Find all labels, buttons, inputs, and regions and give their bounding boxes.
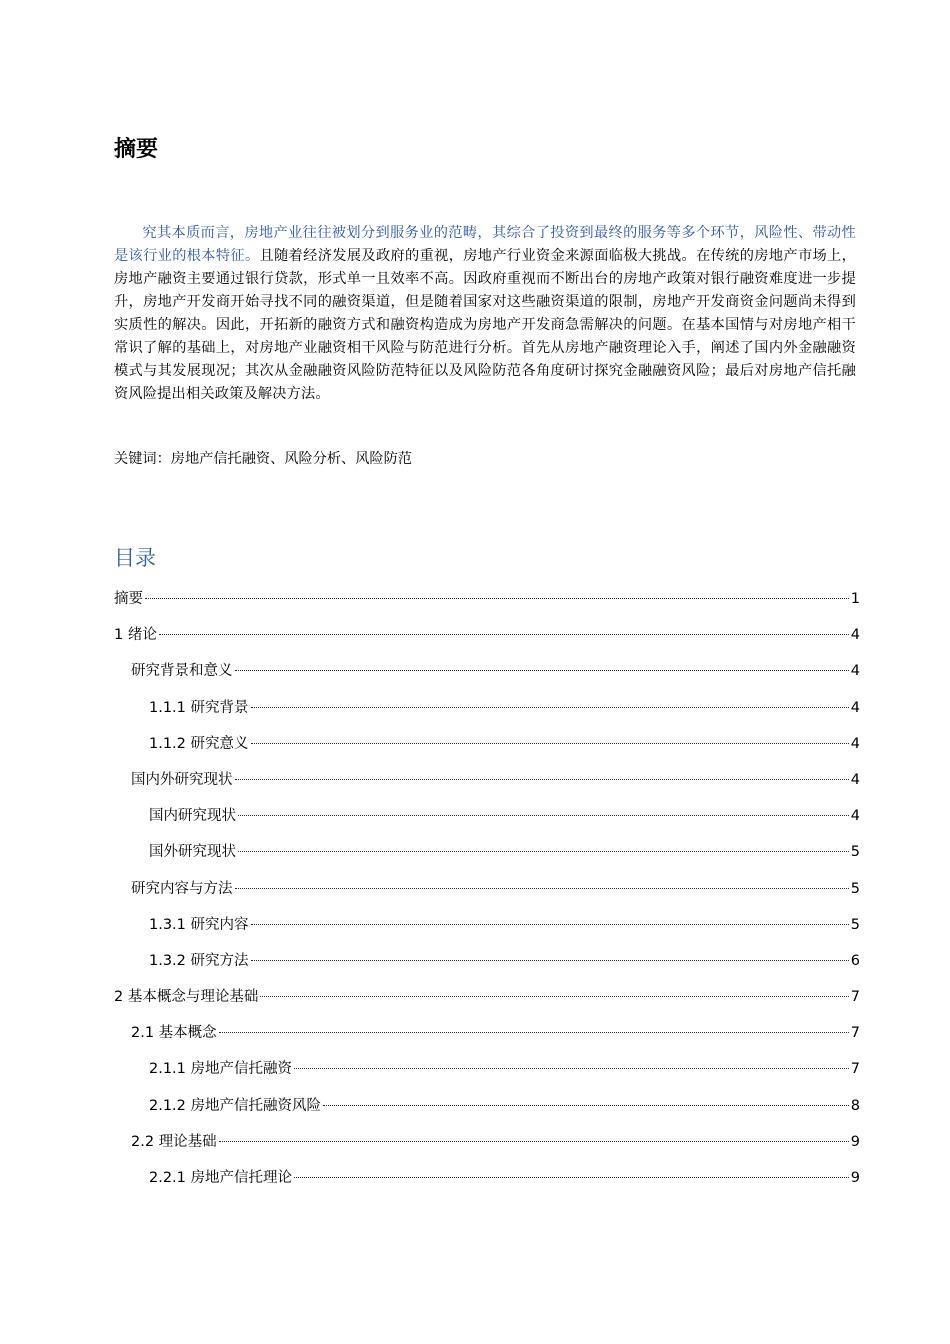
- toc-dot-leader: [251, 959, 849, 961]
- toc-entry[interactable]: [114, 586, 860, 622]
- toc-page-number: 9: [850, 1170, 860, 1186]
- toc-entry-title: 研究内容与方法: [131, 880, 233, 897]
- abstract-paragraph: [114, 222, 856, 406]
- toc-entry-title: 2.1.1 房地产信托融资: [149, 1061, 293, 1078]
- toc-entry[interactable]: [114, 1056, 860, 1092]
- toc-page-number: 7: [850, 1061, 860, 1078]
- toc-dot-leader: [145, 597, 849, 599]
- toc-entry-title: 1.1.1 研究背景: [149, 699, 249, 716]
- toc-dot-leader: [159, 633, 849, 635]
- toc-entry[interactable]: [114, 1165, 860, 1201]
- toc-page-number: 6: [850, 952, 860, 969]
- toc-entry[interactable]: [114, 658, 860, 694]
- toc-heading: 目录: [114, 546, 156, 570]
- abstract-heading: 摘要: [114, 137, 159, 162]
- toc-dot-leader: [219, 1140, 849, 1142]
- toc-entry-title: 国外研究现状: [149, 844, 236, 861]
- toc-entry[interactable]: [114, 1129, 860, 1165]
- toc-dot-leader: [235, 669, 849, 671]
- toc-entry-title: 国内外研究现状: [131, 771, 233, 788]
- toc-entry[interactable]: [114, 695, 860, 731]
- toc-entry-title: 国内研究现状: [149, 808, 236, 825]
- toc-entry-title: 2.2 理论基础: [131, 1133, 217, 1150]
- toc-entry[interactable]: [114, 803, 860, 839]
- toc-page-number: 4: [850, 808, 860, 825]
- toc-entry[interactable]: [114, 984, 860, 1020]
- toc-entry-title: 1.1.2 研究意义: [149, 735, 249, 752]
- toc-page-number: 1: [850, 591, 860, 607]
- toc-dot-leader: [294, 1176, 849, 1178]
- toc-page-number: 7: [850, 1025, 860, 1042]
- toc-entry-title: 1.3.2 研究方法: [149, 952, 249, 969]
- toc-dot-leader: [238, 814, 849, 816]
- toc-entry[interactable]: [114, 731, 860, 767]
- toc-entry[interactable]: [114, 1020, 860, 1056]
- toc-page-number: 5: [850, 844, 860, 861]
- toc-entry[interactable]: [114, 839, 860, 875]
- toc-dot-leader: [260, 995, 848, 997]
- toc-entry-title: 摘要: [114, 591, 143, 607]
- toc-page-number: 4: [850, 699, 860, 716]
- toc-page-number: 5: [850, 916, 860, 933]
- toc-dot-leader: [251, 923, 849, 925]
- toc-dot-leader: [235, 778, 849, 780]
- toc-dot-leader: [323, 1104, 849, 1106]
- toc-page-number: 4: [850, 771, 860, 788]
- abstract-highlighted-text: 究其本质而言，房地产业往往被划分到服务业的范畴，其综合了投资到最终的服务等多个环节，风险性、带动性是该行业的根本特征。: [114, 225, 856, 264]
- abstract-body-text: 且随着经济发展及政府的重视，房地产行业资金来源面临极大挑战。在传统的房地产市场上，房地产融资主要通过银行贷款，形式单一且效率不高。因政府重视而不断出台的房地产政策对银行融资难度进一步提升，房地产开发商开始寻找不同的融资渠道，但是随着国家对这些融资渠道的限制，房地产开发商资金问题尚未得到实质性的解决。因此，开拓新的融资方式和融资构造成为房地产开发商急需解决的问题。在基本国情与对房地产相干常识了解的基础上，对房地产业融资相干风险与防范进行分析。首先从房地产融资理论入手，阐述了国内外金融融资模式与其发展现况；其次从金融融资风险防范特征以及风险防范各角度研讨探究金融融资风险；最后对房地产信托融资风险提出相关政策及解决方法。: [114, 248, 856, 402]
- toc-page-number: 8: [850, 1097, 860, 1114]
- toc-dot-leader: [251, 742, 849, 744]
- toc-dot-leader: [294, 1067, 849, 1069]
- toc-page-number: 4: [850, 735, 860, 752]
- toc-entry-title: 2 基本概念与理论基础: [114, 989, 259, 1006]
- toc-entry[interactable]: [114, 767, 860, 803]
- table-of-contents: [114, 586, 860, 1201]
- toc-page-number: 7: [850, 989, 860, 1006]
- toc-dot-leader: [235, 887, 849, 889]
- keywords-line: 关键词：房地产信托融资、风险分析、风险防范: [114, 451, 412, 467]
- toc-entry[interactable]: [114, 622, 860, 658]
- toc-entry-title: 1.3.1 研究内容: [149, 916, 249, 933]
- toc-page-number: 4: [850, 663, 860, 680]
- toc-entry-title: 2.1.2 房地产信托融资风险: [149, 1097, 322, 1114]
- toc-entry-title: 2.2.1 房地产信托理论: [149, 1170, 293, 1186]
- toc-page-number: 4: [850, 627, 860, 644]
- toc-entry[interactable]: [114, 948, 860, 984]
- toc-dot-leader: [251, 706, 849, 708]
- toc-dot-leader: [238, 850, 849, 852]
- toc-entry-title: 1 绪论: [114, 627, 157, 644]
- toc-dot-leader: [219, 1031, 849, 1033]
- toc-page-number: 9: [850, 1133, 860, 1150]
- toc-entry[interactable]: [114, 876, 860, 912]
- toc-entry[interactable]: [114, 912, 860, 948]
- toc-entry[interactable]: [114, 1093, 860, 1129]
- toc-entry-title: 研究背景和意义: [131, 663, 233, 680]
- toc-entry-title: 2.1 基本概念: [131, 1025, 217, 1042]
- toc-page-number: 5: [850, 880, 860, 897]
